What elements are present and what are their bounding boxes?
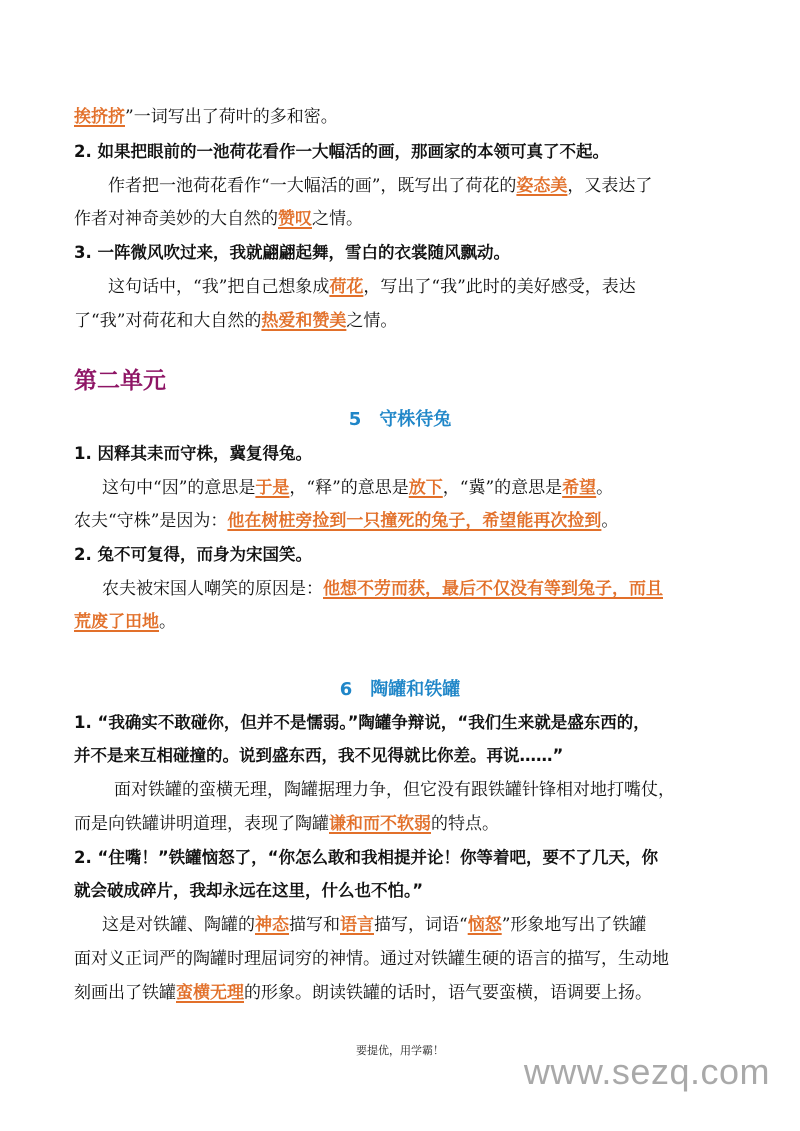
answer-line: 刻画出了铁罐蛮横无理的形象。朗读铁罐的话时，语气要蛮横，语调要上扬。: [74, 983, 652, 1003]
answer-line: 面对铁罐的蛮横无理，陶罐据理力争，但它没有跟铁罐针锋相对地打嘴仗，: [114, 780, 675, 800]
question-6-1: 1. “我确实不敢碰你，但并不是懦弱。”陶罐争辩说，“我们生来就是盛东西的，: [74, 713, 650, 732]
watermark-url: www.sezq.com: [523, 1051, 770, 1092]
answer-line: 荒废了田地。: [74, 612, 176, 632]
question-5-2: 2. 兔不可复得，而身为宋国笑。: [74, 545, 312, 564]
answer-line: 面对义正词严的陶罐时理屈词穷的神情。通过对铁罐生硬的语言的描写，生动地: [74, 949, 669, 969]
highlight-answer: 蛮横无理: [176, 983, 244, 1003]
footer-slogan: 要提优，用学霸！: [356, 1044, 444, 1057]
question-6-2-cont: 就会破成碎片，我却永远在这里，什么也不怕。”: [74, 881, 424, 900]
highlight-answer: 语言: [340, 915, 374, 935]
highlight-answer: 神态: [255, 915, 289, 935]
answer-line: 农夫被宋国人嘲笑的原因是：他想不劳而获，最后不仅没有等到兔子，而且: [102, 579, 663, 599]
answer-line: 而是向铁罐讲明道理，表现了陶罐谦和而不软弱的特点。: [74, 814, 499, 834]
highlight-answer: 挨挤挤: [74, 107, 125, 127]
highlight-answer: 荒废了田地: [74, 612, 159, 632]
question-3: 3. 一阵微风吹过来，我就翩翩起舞，雪白的衣裳随风飘动。: [74, 243, 510, 262]
question-6-1-cont: 并不是来互相碰撞的。说到盛东西，我不见得就比你差。再说……”: [74, 746, 564, 765]
unit-title: 第二单元: [74, 367, 166, 394]
answer-line: 作者把一池荷花看作“一大幅活的画”，既写出了荷花的姿态美，又表达了: [108, 176, 653, 196]
answer-line: 这句话中，“我”把自己想象成荷花，写出了“我”此时的美好感受，表达: [108, 277, 636, 297]
lesson-title: 5 守株待兔: [348, 409, 452, 430]
highlight-answer: 恼怒: [467, 915, 502, 935]
answer-line: 这句中“因”的意思是于是，“释”的意思是放下，“冀”的意思是希望。: [102, 478, 614, 498]
highlight-answer: 荷花: [329, 277, 364, 297]
answer-line: 这是对铁罐、陶罐的神态描写和语言描写，词语“恼怒”形象地写出了铁罐: [102, 915, 647, 935]
question-5-1: 1. 因释其耒而守株，冀复得兔。: [74, 444, 312, 463]
answer-line: 农夫“守株”是因为：他在树桩旁捡到一只撞死的兔子，希望能再次捡到。: [74, 511, 619, 531]
highlight-answer: 热爱和赞美: [261, 311, 347, 331]
highlight-answer: 他在树桩旁捡到一只撞死的兔子，希望能再次捡到: [227, 511, 602, 531]
highlight-answer: 赞叹: [278, 209, 312, 229]
body-text: ”一词写出了荷叶的多和密。: [125, 107, 338, 127]
highlight-answer: 姿态美: [516, 176, 568, 196]
highlight-answer: 他想不劳而获，最后不仅没有等到兔子，而且: [323, 579, 663, 599]
highlight-answer: 于是: [255, 478, 290, 498]
question-6-2: 2. “住嘴！”铁罐恼怒了，“你怎么敢和我相提并论！你等着吧，要不了几天，你: [74, 848, 659, 867]
highlight-answer: 谦和而不软弱: [329, 814, 431, 834]
lesson-title: 6 陶罐和铁罐: [339, 679, 461, 700]
highlight-answer: 希望: [562, 478, 597, 498]
continuation-line: [74, 105, 800, 129]
answer-line: 作者对神奇美妙的大自然的赞叹之情。: [74, 209, 363, 229]
highlight-answer: 放下: [408, 478, 443, 498]
answer-line: 了“我”对荷花和大自然的热爱和赞美之情。: [74, 311, 398, 331]
question-2: 2. 如果把眼前的一池荷花看作一大幅活的画，那画家的本领可真了不起。: [74, 142, 609, 161]
